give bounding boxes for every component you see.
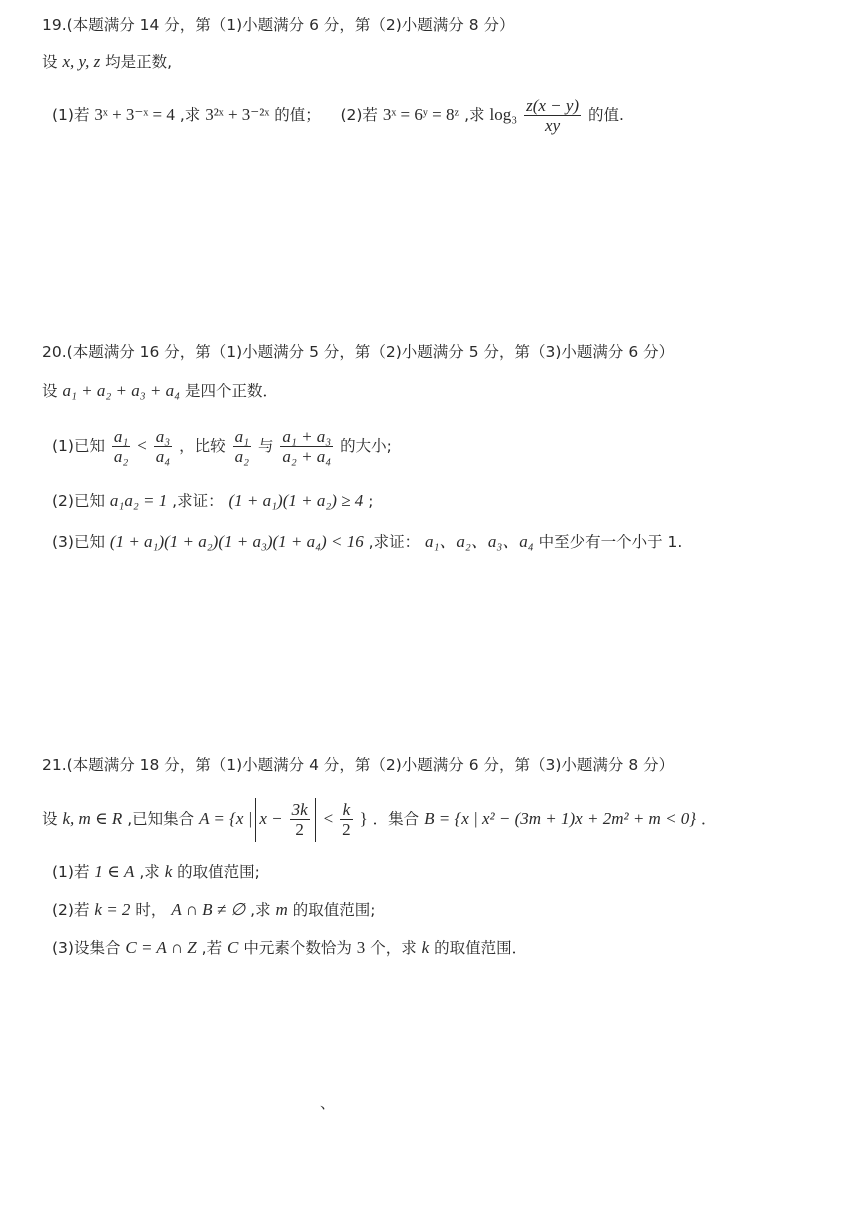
q21-p1-expression: 1 ∈ A (94, 862, 135, 881)
q20-intro-expression: a₁ + a₂ + a₃ + a₄ (62, 381, 181, 400)
q20-intro-post: 是四个正数． (184, 382, 278, 400)
q20-part3 (52, 531, 682, 553)
q20-p1-label: (1)已知 (52, 437, 105, 455)
q19-p2-fraction-numerator: z(x − y) (526, 96, 580, 115)
q19-p2-log: log₃ (489, 105, 518, 124)
q20-p2-expression: (1 + a₁)(1 + a₂) ≥ 4 (228, 491, 364, 510)
q19-p2-mid: ,求 (464, 106, 485, 124)
q20-p1-fraction-3 (233, 427, 251, 466)
q21-intro-vars: k, m ∈ R (62, 809, 123, 828)
q21-part2 (52, 899, 375, 921)
q20-p2-mid: ,求证： (172, 492, 224, 510)
q20-part1 (52, 424, 392, 468)
q20-p1-fraction-2-numerator: a₃ (155, 427, 171, 446)
q21-set-a-close: } (359, 809, 368, 828)
q20-p3-vars: a₁、a₂、a₃、a₄ (425, 532, 534, 551)
q20-header: 20.(本题满分 16 分，第（1)小题满分 5 分，第（2)小题满分 5 分，第（3)小题满分 6 分） (42, 343, 675, 361)
q19-p2-fraction (524, 96, 581, 135)
q20-p1-end: 的大小; (340, 437, 392, 455)
q20-p1-less-than: < (137, 436, 147, 455)
q21-p1-var: k (164, 862, 173, 881)
q20-intro-pre: 设 (42, 382, 58, 400)
absolute-value-left-bar (255, 798, 256, 842)
q21-p2-label: (2)若 (52, 901, 90, 919)
q20-p1-fraction-4-numerator: a₁ + a₃ (282, 427, 332, 446)
q20-p1-fraction-2 (154, 427, 172, 466)
q20-p2-label: (2)已知 (52, 492, 105, 510)
q21-p3-mid: ,若 (201, 939, 223, 957)
q19-p1-equation: 3ˣ + 3⁻ˣ = 4 (94, 105, 175, 124)
q20-p3-mid: ,求证： (368, 533, 421, 551)
q20-p1-fraction-3-numerator: a₁ (234, 427, 250, 446)
q19-p2-equation: 3ˣ = 6ʸ = 8ᶻ (382, 105, 460, 124)
q21-set-a-fraction-2-numerator: k (340, 800, 353, 820)
q21-set-a-x: x − (259, 809, 283, 828)
q19-intro-post: 均是正数, (105, 53, 173, 71)
q19-intro-pre: 设 (42, 53, 58, 71)
q19-p1-end: 的值； (274, 106, 321, 124)
q19-p1-mid: ,求 (179, 106, 201, 124)
q20-p1-fraction-4 (280, 427, 333, 466)
q20-p1-fraction-3-denominator: a₂ (234, 447, 250, 466)
q19-p1-expression: 3²ˣ + 3⁻²ˣ (205, 105, 270, 124)
q20-p1-fraction-4-denominator: a₂ + a₄ (282, 447, 332, 466)
q20-p1-fraction-2-denominator: a₄ (155, 447, 171, 466)
q21-p2-end: 的取值范围; (292, 901, 376, 919)
q20-intro (42, 380, 278, 402)
q21-p2-mid2: ,求 (250, 901, 271, 919)
q21-p3-end: 的取值范围． (434, 939, 528, 957)
q21-p2-expression: k = 2 (94, 900, 131, 919)
q21-intro-end: ． (701, 810, 717, 828)
q21-p3-label: (3)设集合 (52, 939, 121, 957)
q21-p3-count: 3 (356, 938, 366, 957)
q19-p2-end: 的值. (588, 106, 624, 124)
q21-intro-pre: 设 (42, 810, 58, 828)
q21-intro-mid2: ．集合 (372, 810, 420, 828)
q20-p2-end: ; (368, 492, 374, 510)
q19-p2-label: (2)若 (340, 106, 378, 124)
q19-intro (42, 51, 172, 73)
q20-p3-end: 中至少有一个小于 1. (538, 533, 683, 551)
q21-p1-mid: ,求 (139, 863, 160, 881)
q21-set-a-fraction-1 (290, 800, 310, 839)
q21-p3-mid2: 中元素个数恰为 (243, 939, 352, 957)
q21-p2-expression-2: A ∩ B ≠ ∅ (171, 900, 246, 919)
q19-intro-vars: x, y, z (62, 52, 101, 71)
q21-set-b: B = {x | x² − (3m + 1)x + 2m² + m < 0} (424, 809, 697, 828)
q20-p1-fraction-1 (112, 427, 130, 466)
q20-p1-fraction-1-denominator: a₂ (113, 447, 129, 466)
q21-intro (42, 796, 717, 842)
q20-p2-equation: a₁a₂ = 1 (109, 491, 168, 510)
q19-parts (52, 95, 624, 135)
q21-intro-mid: ,已知集合 (127, 810, 195, 828)
q20-p3-expression: (1 + a₁)(1 + a₂)(1 + a₃)(1 + a₄) < 16 (109, 532, 364, 551)
q20-p3-label: (3)已知 (52, 533, 105, 551)
q21-part3 (52, 937, 527, 959)
q21-p3-var2: k (421, 938, 430, 957)
q21-p1-label: (1)若 (52, 863, 90, 881)
q19-p2-fraction-denominator: xy (545, 116, 561, 135)
stray-mark: 、 (320, 1094, 336, 1112)
q21-set-a-fraction-2-denominator: 2 (342, 820, 351, 839)
q20-p1-mid: ，比较 (179, 437, 226, 455)
q19-header: 19.(本题满分 14 分，第（1)小题满分 6 分，第（2)小题满分 8 分） (42, 16, 515, 34)
q21-set-a-fraction-1-denominator: 2 (295, 820, 304, 839)
q20-part2 (52, 490, 373, 512)
absolute-value-right-bar (315, 798, 316, 842)
q21-set-a-fraction-1-numerator: 3k (291, 800, 308, 819)
q21-part1 (52, 861, 260, 883)
q19-p1-label: (1)若 (52, 106, 90, 124)
q21-p1-end: 的取值范围; (177, 863, 260, 881)
q21-p3-mid3: 个，求 (370, 939, 417, 957)
q20-p1-with: 与 (257, 437, 274, 455)
q20-p1-fraction-1-numerator: a₁ (113, 427, 129, 446)
q21-set-a-prefix: A = {x | (199, 809, 253, 828)
q21-p3-var: C (227, 938, 239, 957)
q21-header: 21.(本题满分 18 分，第（1)小题满分 4 分，第（2)小题满分 6 分，第（3)小题满分 8 分） (42, 756, 675, 774)
q21-set-a-fraction-2 (340, 800, 353, 839)
q21-p2-var: m (275, 900, 288, 919)
q21-set-a-less-than: < (323, 809, 334, 828)
q21-p2-mid: 时， (135, 901, 167, 919)
q21-p3-expression: C = A ∩ Z (125, 938, 197, 957)
